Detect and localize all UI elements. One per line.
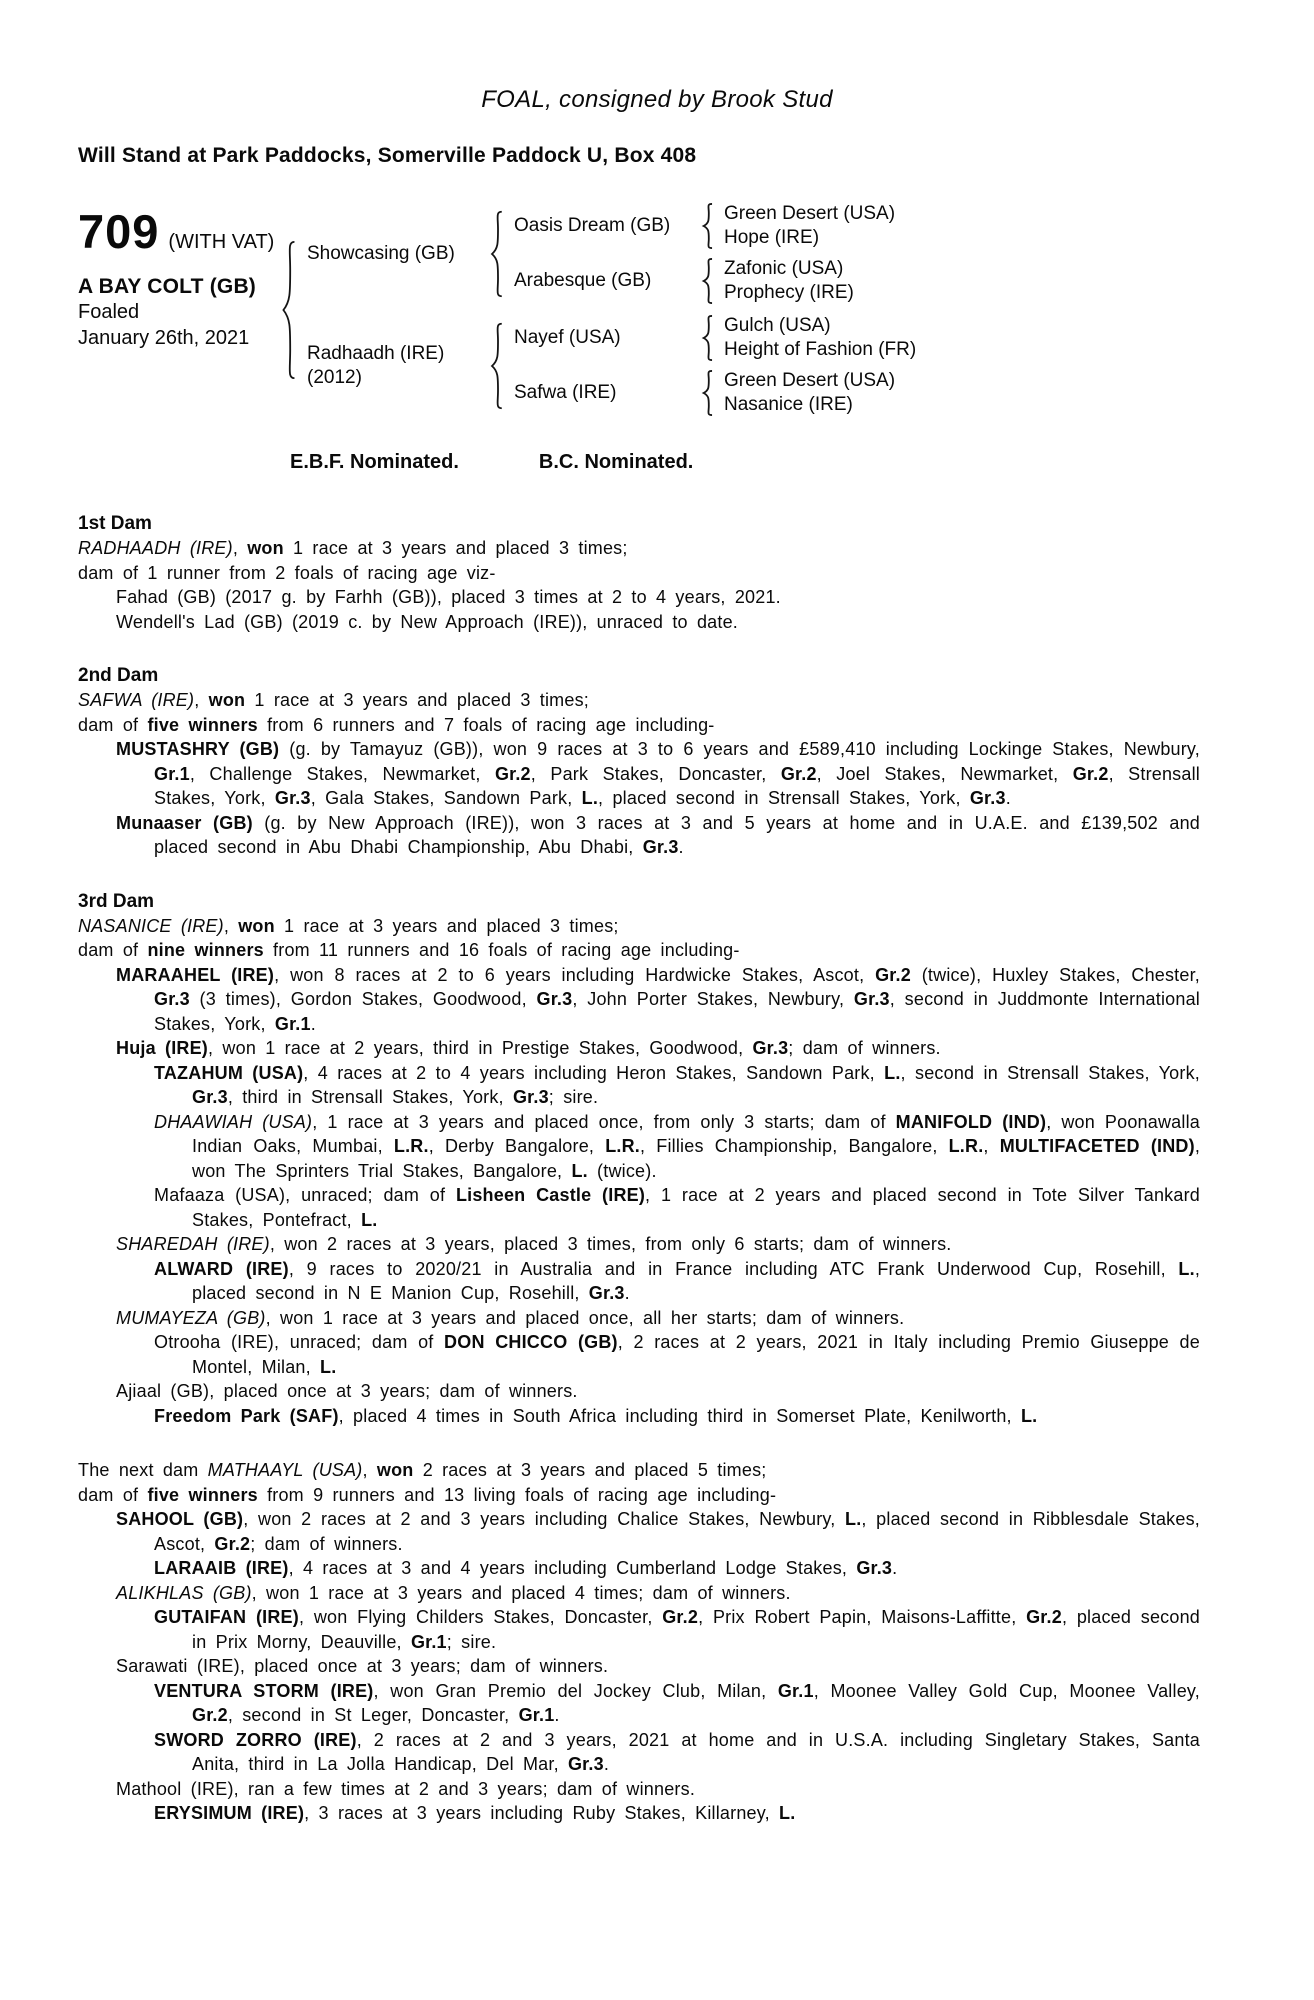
text-segment: L. (779, 1803, 796, 1823)
catalog-paragraph (116, 610, 1200, 635)
text-segment: won (238, 915, 275, 936)
text-segment: Sarawati (IRE), placed once at 3 years; dam of winners. (116, 1656, 609, 1676)
text-segment: Gr.2 (494, 763, 531, 784)
foaled-date: January 26th, 2021 (78, 327, 250, 349)
text-segment: MANIFOLD (IND) (895, 1111, 1047, 1132)
text-segment: . (554, 1705, 560, 1725)
text-segment: nine winners (147, 940, 264, 960)
pedigree-dam-dam-branch (514, 369, 916, 417)
pedigree-sire-branch (307, 202, 916, 305)
text-segment: ; sire. (446, 1631, 497, 1652)
vat-label: (WITH VAT) (168, 231, 275, 253)
text-segment: Gr.3 (642, 837, 679, 857)
text-segment: five winners (147, 1484, 258, 1505)
text-segment: (g. by Tamayuz (GB)), won 9 races at 3 to 6 years and £589,410 including Lockinge Stakes, Newbury, (279, 739, 1200, 759)
text-segment: , won 1 race at 3 years and placed once, all her starts; dam of winners. (265, 1307, 905, 1328)
page-title: FOAL, consigned by Brook Stud (481, 86, 833, 113)
bc-nomination: B.C. Nominated. (538, 451, 694, 473)
text-segment: , won Flying Childers Stakes, Doncaster, (298, 1607, 663, 1627)
text-segment: Gr.1 (154, 763, 190, 784)
catalog-paragraph (78, 713, 1200, 738)
catalog-paragraph (116, 1654, 1200, 1679)
text-segment: five winners (147, 714, 258, 735)
section-heading: 1st Dam (78, 513, 152, 534)
text-segment: Gr.1 (274, 1013, 311, 1034)
catalog-paragraph (78, 938, 1200, 963)
text-segment: , won Poonawalla Indian Oaks, Mumbai, (192, 1111, 1200, 1156)
text-segment: Gr.3 (567, 1754, 604, 1774)
text-segment: 1 race at 3 years and placed 3 times; (245, 690, 589, 710)
text-segment: L. (361, 1209, 378, 1230)
text-segment: . (892, 1558, 898, 1578)
text-segment: ; dam of winners. (250, 1533, 403, 1554)
text-segment: from 9 runners and 13 living foals of racing age including- (257, 1484, 777, 1505)
text-segment: , (232, 538, 248, 558)
text-segment: , 2 races at 2 years, 2021 in Italy including Premio Giuseppe de Montel, Milan, (192, 1332, 1200, 1377)
text-segment: , 2 races at 2 and 3 years, 2021 at home and in U.S.A. including Singletary Stakes, Santa Anita, third in La Jolla Handicap, Del Mar, (192, 1729, 1200, 1774)
catalog-paragraph (116, 1232, 1200, 1257)
text-segment: , placed second in Strensall Stakes, York, (598, 788, 970, 808)
pedigree-dam-sire: Nayef (USA) (514, 327, 621, 348)
text-segment: dam of (78, 714, 148, 735)
text-segment: Mathool (IRE), ran a few times at 2 and 3 years; dam of winners. (116, 1778, 696, 1799)
text-segment: Munaaser (GB) (116, 812, 253, 833)
text-segment: 1 race at 3 years and placed 3 times; (283, 538, 628, 558)
text-segment: (twice), Huxley Stakes, Chester, (910, 964, 1201, 985)
text-segment: LARAAIB (IRE) (154, 1558, 289, 1578)
text-segment: (3 times), Gordon Stakes, Goodwood, (189, 989, 537, 1009)
catalog-paragraph (154, 1110, 1201, 1184)
catalog-paragraph (154, 1605, 1201, 1654)
text-segment: Gr.1 (518, 1705, 555, 1725)
lot-number: 709 (78, 205, 160, 258)
pedigree-sire-sire-dam: Hope (IRE) (724, 227, 820, 248)
text-segment: (g. by New Approach (IRE)), won 3 races at 3 and 5 years at home and in U.A.E. and £139,502 and placed second in Abu Dhabi Championship, Abu Dhabi, (154, 812, 1200, 857)
pedigree-dam-sire-branch (514, 314, 916, 362)
pedigree-sire-dam-dam: Prophecy (IRE) (724, 282, 854, 303)
catalog-paragraph (116, 1777, 1200, 1802)
text-segment: , Strensall Stakes, York, (154, 763, 1200, 808)
text-segment: , placed second in Ribblesdale Stakes, Ascot, (154, 1509, 1200, 1554)
text-segment: Gr.2 (780, 763, 817, 784)
text-segment: , Park Stakes, Doncaster, (530, 763, 781, 784)
text-segment: TAZAHUM (USA) (154, 1062, 304, 1083)
text-segment: , Challenge Stakes, Newmarket, (189, 763, 495, 784)
text-segment: , won 1 race at 3 years and placed 4 times; dam of winners. (251, 1582, 791, 1603)
text-segment: L. (1178, 1258, 1195, 1279)
catalog-paragraph (116, 963, 1201, 1037)
text-segment: from 11 runners and 16 foals of racing age including- (263, 940, 740, 960)
catalog-paragraph (154, 1330, 1200, 1379)
text-segment: won (208, 690, 246, 710)
text-segment: SHAREDAH (IRE) (116, 1234, 270, 1254)
pedigree-dam-sire-sire: Gulch (USA) (724, 315, 831, 336)
dam-section (78, 512, 1200, 634)
text-segment: from 6 runners and 7 foals of racing age including- (257, 714, 715, 735)
catalog-paragraph (154, 1404, 1200, 1429)
pedigree-brace-icon (701, 370, 714, 416)
text-segment: Gr.3 (856, 1558, 893, 1578)
catalog-text (78, 512, 1200, 1826)
catalog-paragraph (78, 536, 1200, 561)
text-segment: Gr.2 (1026, 1607, 1062, 1627)
section-heading: 3rd Dam (78, 890, 155, 912)
catalog-paragraph (116, 737, 1200, 811)
horse-name: A BAY COLT (GB) (78, 275, 257, 298)
text-segment: dam of (78, 1484, 148, 1505)
text-segment: , second in Juddmonte International Stakes, York, (154, 989, 1201, 1034)
text-segment: Gr.2 (662, 1607, 699, 1627)
dam-section (78, 890, 1200, 1429)
section-heading: 2nd Dam (78, 665, 159, 686)
text-segment: , John Porter Stakes, Newbury, (572, 989, 854, 1009)
text-segment: , Derby Bangalore, (428, 1136, 606, 1156)
text-segment: MARAAHEL (IRE) (116, 964, 275, 985)
text-segment: VENTURA STORM (IRE) (154, 1680, 374, 1701)
text-segment: DON CHICCO (GB) (444, 1332, 618, 1352)
catalog-paragraph (116, 1306, 1200, 1331)
text-segment: The next dam (78, 1460, 208, 1480)
catalog-paragraph (154, 1728, 1200, 1777)
dam-section (78, 664, 1200, 860)
text-segment: . (678, 837, 684, 857)
text-segment: L. (884, 1062, 901, 1083)
text-segment: L. (1020, 1405, 1038, 1426)
text-segment: , 3 races at 3 years including Ruby Stakes, Killarney, (304, 1803, 780, 1823)
text-segment: won (247, 538, 284, 558)
text-segment: , Prix Robert Papin, Maisons-Laffitte, (698, 1607, 1027, 1627)
text-segment: ERYSIMUM (IRE) (154, 1803, 305, 1823)
pedigree-sire-sire-branch (514, 202, 895, 250)
text-segment: Gr.1 (410, 1631, 447, 1652)
text-segment: Gr.2 (214, 1533, 251, 1554)
text-segment: . (310, 1013, 316, 1034)
pedigree-brace-icon (701, 315, 714, 361)
catalog-paragraph (116, 1379, 1200, 1404)
text-segment: , won 8 races at 2 to 6 years including Hardwicke Stakes, Ascot, (274, 964, 876, 985)
catalog-paragraph (116, 1507, 1200, 1556)
text-segment: dam of 1 runner from 2 foals of racing age viz- (78, 562, 496, 583)
text-segment: Ajiaal (GB), placed once at 3 years; dam of winners. (116, 1381, 578, 1401)
catalog-paragraph (154, 1061, 1200, 1110)
pedigree-dam-dam: Safwa (IRE) (514, 382, 617, 403)
text-segment: Gr.3 (536, 989, 573, 1009)
pedigree-dam (307, 342, 487, 390)
text-segment: Wendell's Lad (GB) (2019 c. by New Approach (IRE)), unraced to date. (116, 611, 738, 632)
text-segment: L. (320, 1356, 337, 1377)
text-segment: . (1005, 788, 1011, 808)
text-segment: Gr.2 (875, 964, 911, 985)
text-segment: , (223, 915, 239, 936)
text-segment: 2 races at 3 years and placed 5 times; (413, 1460, 767, 1480)
pedigree-dam-dam-sire: Green Desert (USA) (724, 370, 896, 391)
catalog-paragraph (116, 811, 1200, 860)
text-segment: , placed second in N E Manion Cup, Rosehill, (192, 1258, 1201, 1303)
stand-notice: Will Stand at Park Paddocks, Somerville Paddock U, Box 408 (78, 144, 697, 167)
text-segment: Otrooha (IRE), unraced; dam of (154, 1332, 445, 1352)
text-segment: ALIKHLAS (GB) (116, 1582, 252, 1603)
pedigree-brace-icon (489, 322, 504, 410)
text-segment: Lisheen Castle (IRE) (455, 1185, 646, 1205)
pedigree-tree (307, 202, 916, 417)
text-segment: , won 1 race at 2 years, third in Prestige Stakes, Goodwood, (208, 1038, 753, 1058)
text-segment: , second in St Leger, Doncaster, (227, 1705, 519, 1725)
text-segment: Gr.2 (1072, 763, 1109, 784)
catalog-paragraph (154, 1679, 1200, 1728)
text-segment: L. (581, 788, 599, 808)
pedigree-dam-sire-dam: Height of Fashion (FR) (724, 339, 917, 360)
text-segment: L. (571, 1160, 588, 1181)
pedigree-sire: Showcasing (GB) (307, 242, 455, 264)
lot-info (78, 202, 278, 351)
text-segment: MULTIFACETED (IND) (999, 1136, 1195, 1156)
catalog-paragraph (154, 1556, 1200, 1581)
text-segment: , placed second in Prix Morny, Deauville, (192, 1607, 1201, 1652)
catalog-paragraph (154, 1257, 1201, 1306)
pedigree-sire-dam-sire: Zafonic (USA) (724, 258, 844, 279)
catalog-paragraph (78, 1483, 1200, 1508)
text-segment: , 1 race at 2 years and placed second in Tote Silver Tankard Stakes, Pontefract, (192, 1185, 1200, 1230)
text-segment: ALWARD (IRE) (154, 1258, 289, 1279)
text-segment: , 9 races to 2020/21 in Australia and in France including ATC Frank Underwood Cup, Rosehill, (288, 1258, 1179, 1279)
text-segment: , Joel Stakes, Newmarket, (816, 763, 1073, 784)
text-segment: GUTAIFAN (IRE) (154, 1607, 299, 1627)
pedigree-sire-sire-sire: Green Desert (USA) (724, 203, 896, 224)
pedigree-block (78, 202, 1236, 417)
text-segment: , won 2 races at 3 years, placed 3 times, from only 6 starts; dam of winners. (269, 1234, 952, 1254)
text-segment: MUSTASHRY (GB) (116, 739, 280, 759)
text-segment: Gr.3 (512, 1087, 549, 1107)
pedigree-brace-icon (489, 210, 504, 298)
catalog-paragraph (154, 1801, 1200, 1826)
text-segment: 1 race at 3 years and placed 3 times; (274, 915, 619, 936)
dam-section (78, 1458, 1200, 1826)
text-segment: . (603, 1754, 610, 1774)
text-segment: SWORD ZORRO (IRE) (154, 1729, 357, 1750)
pedigree-brace-icon (701, 203, 714, 249)
text-segment: Gr.3 (752, 1038, 789, 1058)
text-segment: Gr.3 (192, 1087, 228, 1107)
text-segment: SAHOOL (GB) (116, 1509, 244, 1529)
text-segment: NASANICE (IRE) (78, 915, 224, 936)
text-segment: . (624, 1283, 630, 1303)
catalog-paragraph (116, 1581, 1200, 1606)
catalog-paragraph (116, 585, 1200, 610)
foaled-label: Foaled (78, 301, 140, 323)
text-segment: L.R. (948, 1136, 984, 1156)
nominations (290, 451, 1236, 474)
pedigree-sire-dam-branch (514, 257, 895, 305)
text-segment: L. (845, 1509, 862, 1529)
text-segment: Gr.3 (154, 989, 190, 1009)
pedigree-brace-icon (280, 239, 297, 381)
text-segment: , (362, 1460, 377, 1480)
pedigree-brace-icon (701, 258, 714, 304)
text-segment: Fahad (GB) (2017 g. by Farhh (GB)), placed 3 times at 2 to 4 years, 2021. (116, 587, 781, 607)
text-segment: RADHAADH (IRE) (78, 538, 233, 558)
pedigree-sire-dam: Arabesque (GB) (514, 270, 652, 291)
text-segment: DHAAWIAH (USA) (154, 1111, 313, 1132)
text-segment: Gr.3 (274, 788, 311, 808)
catalog-paragraph (154, 1183, 1200, 1232)
text-segment: , placed 4 times in South Africa including third in Somerset Plate, Kenilworth, (338, 1405, 1021, 1426)
text-segment: L.R. (605, 1136, 640, 1156)
text-segment: Gr.2 (192, 1705, 228, 1725)
text-segment: Mafaaza (USA), unraced; dam of (154, 1185, 456, 1205)
catalog-paragraph (78, 561, 1200, 586)
text-segment: , won 2 races at 2 and 3 years including Chalice Stakes, Newbury, (243, 1509, 846, 1529)
text-segment: , won Gran Premio del Jockey Club, Milan, (373, 1680, 778, 1701)
text-segment: , 4 races at 2 to 4 years including Heron Stakes, Sandown Park, (303, 1062, 885, 1083)
pedigree-dam-year: (2012) (307, 366, 362, 388)
catalog-paragraph (78, 1458, 1200, 1483)
pedigree-dam-dam-dam: Nasanice (IRE) (724, 394, 853, 415)
text-segment: dam of (78, 940, 148, 960)
text-segment: , second in Strensall Stakes, York, (900, 1062, 1200, 1083)
text-segment: SAFWA (IRE) (78, 690, 195, 710)
pedigree-dam-name: Radhaadh (IRE) (307, 342, 445, 364)
text-segment: , Moonee Valley Gold Cup, Moonee Valley, (813, 1680, 1200, 1701)
text-segment: L.R. (393, 1136, 429, 1156)
text-segment: Gr.1 (777, 1680, 814, 1701)
text-segment: , (983, 1136, 1000, 1156)
text-segment: Gr.3 (969, 788, 1006, 808)
text-segment: MATHAAYL (USA) (207, 1460, 363, 1480)
text-segment: MUMAYEZA (GB) (116, 1307, 266, 1328)
pedigree-sire-sire: Oasis Dream (GB) (514, 215, 671, 236)
text-segment: Gr.3 (853, 989, 890, 1009)
text-segment: won (376, 1460, 414, 1480)
catalog-paragraph (78, 688, 1200, 713)
text-segment: , Gala Stakes, Sandown Park, (310, 788, 582, 808)
text-segment: , won The Sprinters Trial Stakes, Bangalore, (192, 1136, 1201, 1181)
text-segment: , 4 races at 3 and 4 years including Cumberland Lodge Stakes, (288, 1558, 857, 1578)
text-segment: , Fillies Championship, Bangalore, (639, 1136, 949, 1156)
text-segment: , third in Strensall Stakes, York, (227, 1087, 513, 1107)
text-segment: Freedom Park (SAF) (154, 1405, 339, 1426)
text-segment: ; sire. (548, 1087, 599, 1107)
text-segment: (twice). (587, 1160, 657, 1181)
text-segment: , 1 race at 3 years and placed once, from only 3 starts; dam of (312, 1111, 896, 1132)
text-segment: Huja (IRE) (116, 1038, 209, 1058)
catalog-paragraph (78, 914, 1200, 939)
ebf-nomination: E.B.F. Nominated. (290, 451, 459, 473)
text-segment: , (194, 690, 209, 710)
text-segment: ; dam of winners. (788, 1038, 941, 1058)
catalog-paragraph (116, 1036, 1200, 1061)
pedigree-dam-branch (307, 314, 916, 417)
text-segment: Gr.3 (588, 1283, 625, 1303)
